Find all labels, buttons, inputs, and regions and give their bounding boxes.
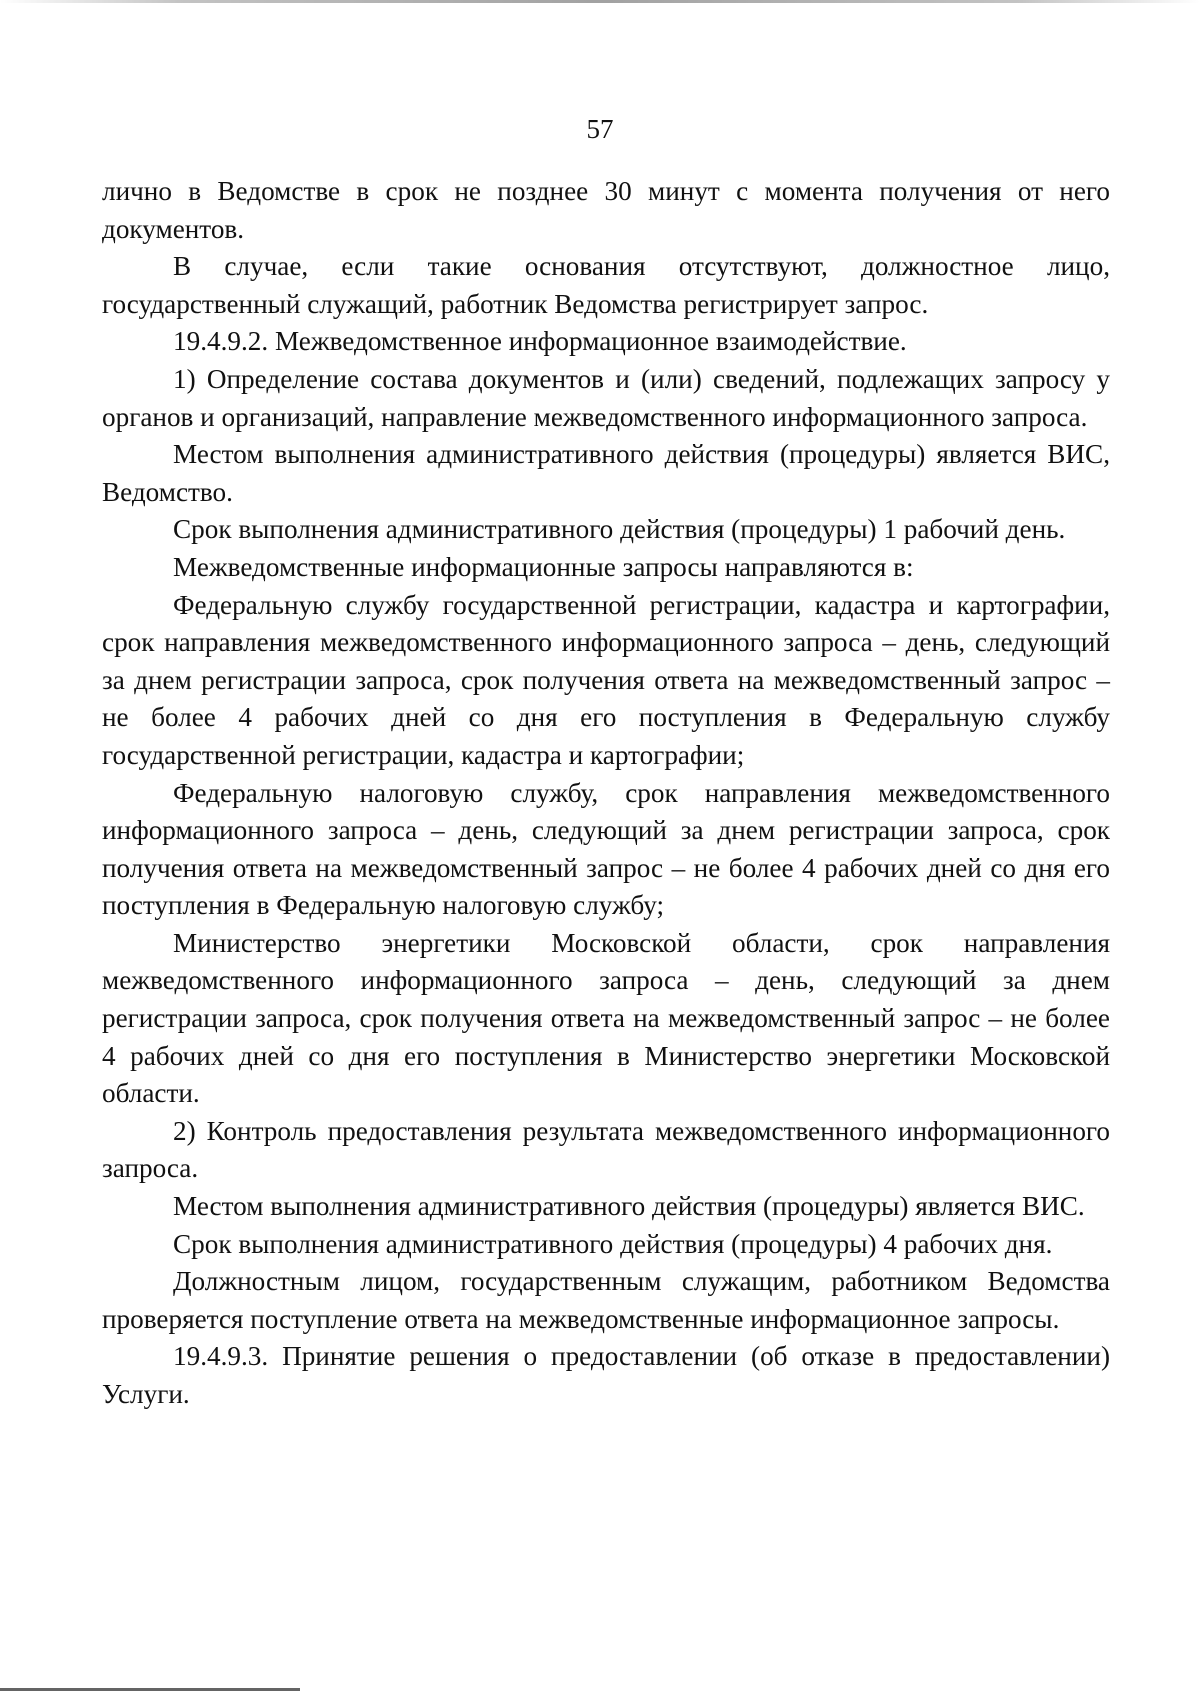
paragraph: Федеральную налоговую службу, срок направления межведомственного информационного запроса – день, следующий за днем регистрации запроса, срок получения ответа на межведомственный запрос – не более 4 рабочих дней со дня его поступления в Федеральную налоговую службу;: [102, 777, 1110, 921]
paragraph: Межведомственные информационные запросы направляются в:: [173, 551, 914, 582]
paragraph: Местом выполнения административного действия (процедуры) является ВИС.: [173, 1191, 1085, 1222]
paragraph: Местом выполнения административного действия (процедуры) является ВИС, Ведомство.: [102, 439, 1110, 507]
page-number: 57: [586, 114, 614, 144]
paragraph: 19.4.9.2. Межведомственное информационное взаимодействие.: [173, 326, 907, 357]
paragraph: Должностным лицом, государственным служащим, работником Ведомства проверяется поступление ответа на межведомственные информационное запросы.: [102, 1266, 1110, 1334]
paragraph: 19.4.9.3. Принятие решения о предоставлении (об отказе в предоставлении) Услуги.: [102, 1341, 1110, 1409]
paragraph: Срок выполнения административного действия (процедуры) 1 рабочий день.: [173, 514, 1066, 545]
document-body: [102, 173, 1110, 1414]
paragraph: Федеральную службу государственной регистрации, кадастра и картографии, срок направления межведомственного информационного запроса – день, следующий за днем регистрации запроса, срок получения ответа на межведомственный запрос – не более 4 рабочих дней со дня его поступления в Федеральную службу государственной регистрации, кадастра и картографии;: [102, 589, 1110, 770]
paragraph: лично в Ведомстве в срок не позднее 30 минут с момента получения от него документов.: [102, 176, 1110, 244]
paragraph: 2) Контроль предоставления результата межведомственного информационного запроса.: [102, 1115, 1110, 1184]
scan-edge-top: [0, 0, 1200, 3]
paragraph: 1) Определение состава документов и (или) сведений, подлежащих запросу у органов и организаций, направление межведомственного информационного запроса.: [102, 363, 1110, 432]
paragraph: Срок выполнения административного действия (процедуры) 4 рабочих дня.: [173, 1228, 1053, 1259]
scan-edge-bottom: [0, 1688, 300, 1691]
paragraph: В случае, если такие основания отсутствуют, должностное лицо, государственный служащий, работник Ведомства регистрирует запрос.: [102, 251, 1110, 319]
paragraph: Министерство энергетики Московской области, срок направления межведомственного информационного запроса – день, следующий за днем регистрации запроса, срок получения ответа на межведомственный запрос – не более 4 рабочих дней со дня его поступления в Министерство энергетики Московской области.: [102, 927, 1110, 1109]
